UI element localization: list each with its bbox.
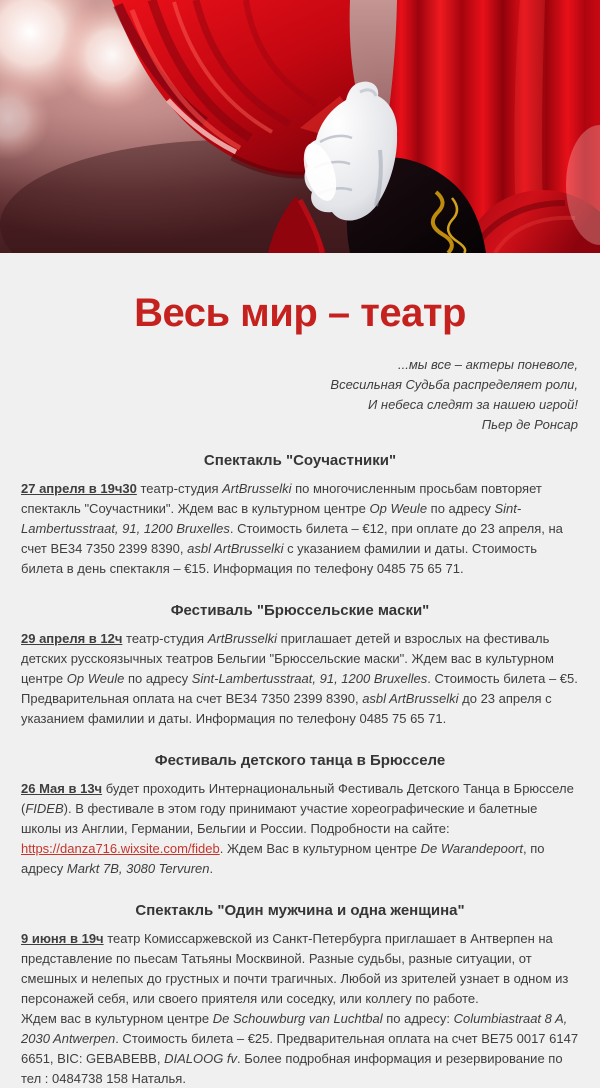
text-run: .: [209, 861, 214, 876]
section-heading: Спектакль "Соучастники": [203, 452, 397, 469]
event-section-dance-festival: [21, 751, 579, 879]
text-run: будет проходить Интернациональный Фестиваль Детского Танца в Брюсселе (: [21, 781, 574, 816]
event-date: 27 апреля в 19ч30: [21, 481, 137, 496]
text-run: De Warandepoort: [420, 841, 523, 856]
text-run: , по адресу: [21, 841, 545, 876]
text-run: . Стоимость билета – €25. Предварительная оплата на счет BE75 0017 6147 6651, BIC: GEBABEBB,: [21, 1031, 579, 1066]
text-run: Op Weule: [66, 671, 125, 686]
text-run: DIALOOG fv: [164, 1051, 238, 1066]
text-run: FIDEB: [25, 801, 64, 816]
epigraph-attribution: Пьер де Ронсар: [481, 417, 578, 432]
text-run: Op Weule: [369, 501, 428, 516]
section-body: [21, 479, 579, 579]
event-date: 29 апреля в 12ч: [21, 631, 123, 646]
text-run: Sint-Lambertusstraat, 91, 1200 Bruxelles: [21, 501, 522, 536]
text-run: по многочисленным просьбам повторяет спектакль "Соучастники". Ждем вас в культурном центре: [21, 481, 542, 516]
section-heading: Фестиваль "Брюссельские маски": [170, 602, 430, 619]
section-heading: Фестиваль детского танца в Брюсселе: [154, 752, 446, 769]
curtain-hand-illustration: [0, 0, 600, 253]
text-run: театр-студия: [122, 631, 208, 646]
text-run: по адресу: [427, 501, 495, 516]
newsletter-content: [0, 451, 600, 1088]
epigraph-line: ...мы все – актеры поневоле,: [398, 357, 578, 372]
event-date: 26 Мая в 13ч: [21, 781, 103, 796]
text-run: ArtBrusselki: [222, 481, 292, 496]
event-section-brussels-masks: [21, 601, 579, 729]
hero-image: [0, 0, 600, 253]
text-run: Markt 7B, 3080 Tervuren: [66, 861, 210, 876]
event-date: 9 июня в 19ч: [21, 931, 104, 946]
event-section-one-man-one-woman: [21, 901, 579, 1088]
text-run: с указанием фамилии и даты. Стоимость билета в день спектакля – €15. Информация по телефону 0485 75 65 71.: [21, 541, 537, 576]
text-run: театр Комиссаржевской из Санкт-Петербурга приглашает в Антверпен на представление по пьесам Татьяны Москвиной. Разные судьбы, разные ситуации, от смешных и нелепых до грустных и почти трагичных. Любой из зрителей узнает в одном из персонажей себя, или своего приятеля или соседку, или коллегу по работе.: [21, 931, 569, 1006]
text-run: De Schouwburg van Luchtbal: [212, 1011, 383, 1026]
text-run: приглашает детей и взрослых на фестиваль детских русскоязычных театров Бельгии "Брюссельские маски". Ждем вас в культурном центре: [21, 631, 554, 686]
text-run: Ждем вас в культурном центре: [21, 1011, 213, 1026]
section-heading: Спектакль "Один мужчина и одна женщина": [135, 902, 465, 919]
text-run: . Стоимость билета – €12, при оплате до 23 апреля, на счет BE34 7350 2399 8390,: [21, 521, 563, 556]
section-body: [21, 629, 579, 729]
text-run: Sint-Lambertusstraat, 91, 1200 Bruxelles: [191, 671, 428, 686]
section-body: [21, 929, 579, 1088]
text-run: по адресу: [124, 671, 192, 686]
epigraph-line: И небеса следят за нашею игрой!: [368, 397, 578, 412]
epigraph: [0, 355, 600, 435]
section-body: [21, 779, 579, 879]
text-run: Columbiastraat 8 A, 2030 Antwerpen: [21, 1011, 568, 1046]
text-run: asbl ArtBrusselki: [187, 541, 284, 556]
text-run: . Ждем Вас в культурном центре: [219, 841, 421, 856]
text-run: ). В фестивале в этом году принимают участие хореографические и балетные школы из Англии, Германии, Бельгии и России. Подробности на сайте:: [21, 801, 538, 836]
text-run: asbl ArtBrusselki: [362, 691, 459, 706]
text-run: . Стоимость билета – €5. Предварительная оплата на счет BE34 7350 2399 8390,: [21, 671, 578, 706]
event-section-souchastniki: [21, 451, 579, 579]
page-title: Весь мир – театр: [134, 291, 466, 335]
fideb-website-link[interactable]: https://danza716.wixsite.com/fideb: [21, 841, 220, 856]
text-run: театр-студия: [136, 481, 223, 496]
text-run: ArtBrusselki: [207, 631, 278, 646]
text-run: . Более подробная информация и резервирование по тел : 0484738 158 Наталья.: [21, 1051, 563, 1086]
epigraph-line: Всесильная Судьба распределяет роли,: [330, 377, 578, 392]
text-run: по адресу:: [382, 1011, 454, 1026]
text-run: до 23 апреля с указанием фамилии и даты. Информация по телефону 0485 75 65 71.: [21, 691, 552, 726]
